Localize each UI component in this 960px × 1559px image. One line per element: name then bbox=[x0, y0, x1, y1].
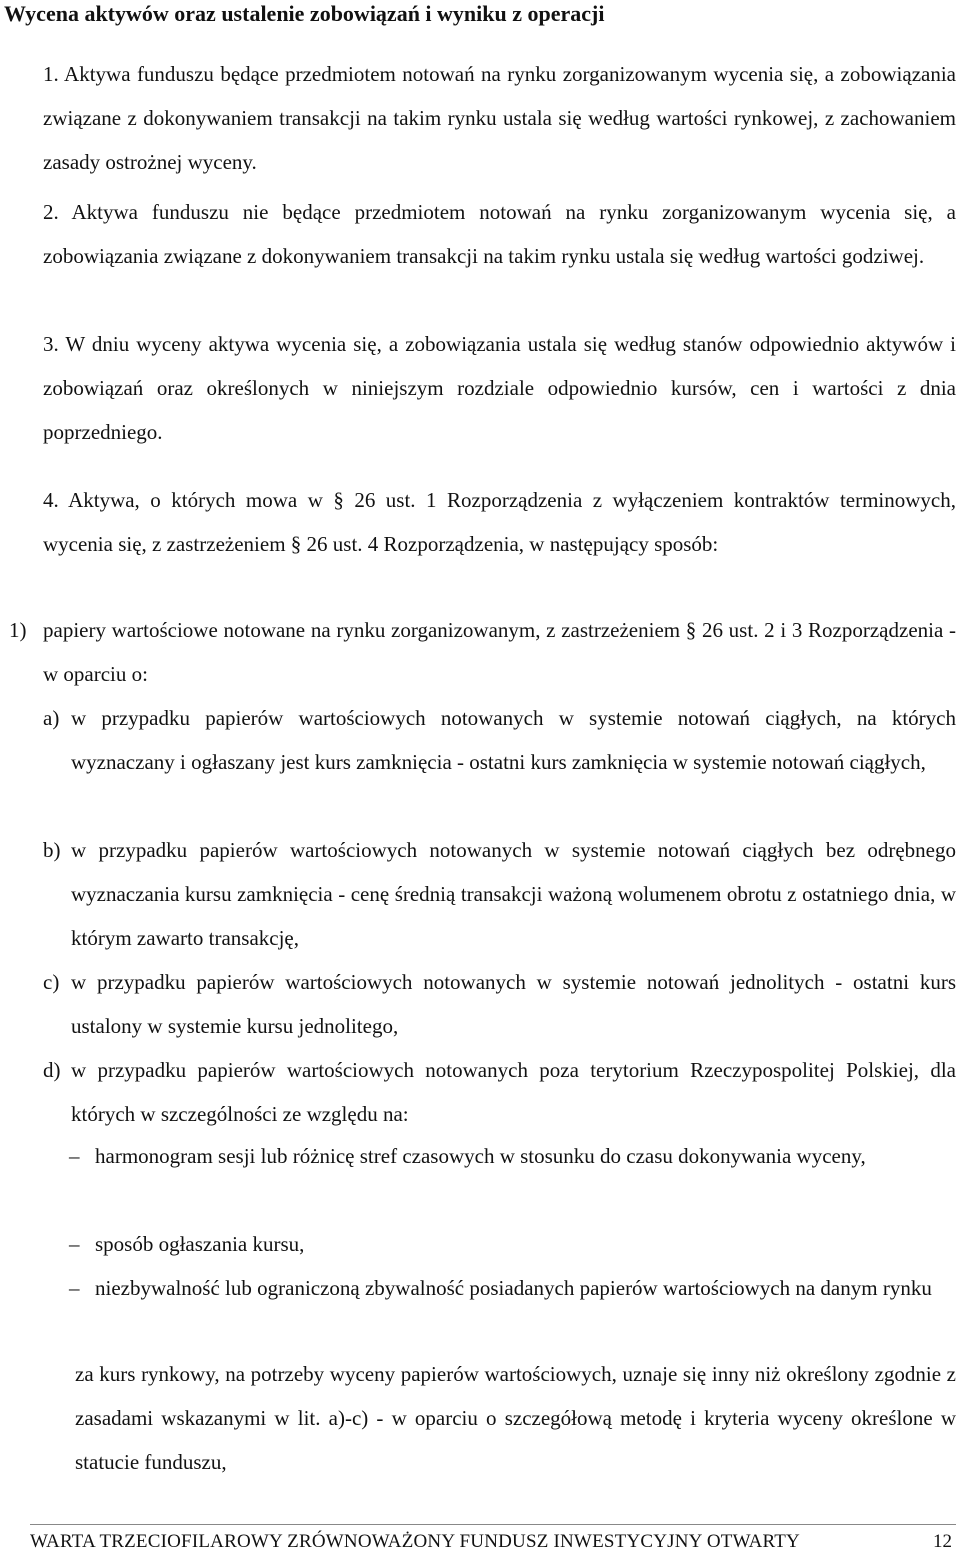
subitem-label: d) bbox=[43, 1058, 61, 1082]
paragraph-3: 3. W dniu wyceny aktywa wycenia się, a zobowiązania ustala się według stanów odpowiednio aktywów i zobowiązań oraz określonych w niniejszym rozdziale odpowiednio kursów, cen i wartości z dnia poprzedniego. bbox=[43, 332, 956, 444]
subitem-text: w przypadku papierów wartościowych notowanych w systemie notowań ciągłych bez odrębnego wyznaczania kursu zamknięcia - cenę średnią transakcji ważoną wolumenem obrotu z ostatniego dnia, w którym zawarto transakcję, bbox=[71, 838, 956, 950]
subitem-label: c) bbox=[43, 970, 60, 994]
dash-mark: – bbox=[69, 1276, 80, 1300]
footer-divider bbox=[30, 1524, 956, 1525]
subitem-text: w przypadku papierów wartościowych notowanych w systemie notowań jednolitych - ostatni kurs ustalony w systemie kursu jednolitego, bbox=[71, 970, 956, 1038]
list-item-text: papiery wartościowe notowane na rynku zorganizowanym, z zastrzeżeniem § 26 ust. 2 i 3 Rozporządzenia - w oparciu o: bbox=[43, 618, 956, 686]
list-item-number: 1) bbox=[9, 618, 27, 642]
dash-item-text: harmonogram sesji lub różnicę stref czasowych w stosunku do czasu dokonywania wyceny, bbox=[95, 1144, 866, 1168]
dash-item-text: niezbywalność lub ograniczoną zbywalność posiadanych papierów wartościowych na danym rynku bbox=[95, 1276, 932, 1300]
subitem-label: a) bbox=[43, 706, 60, 730]
dash-mark: – bbox=[69, 1144, 80, 1168]
subitem-text: w przypadku papierów wartościowych notowanych poza terytorium Rzeczypospolitej Polskiej, dla których w szczególności ze względu na: bbox=[71, 1058, 956, 1126]
section-title: Wycena aktywów oraz ustalenie zobowiązań i wyniku z operacji bbox=[4, 1, 605, 26]
closing-paragraph: za kurs rynkowy, na potrzeby wyceny papierów wartościowych, uznaje się inny niż określony zgodnie z zasadami wskazanymi w lit. a)-c) - w oparciu o szczegółową metodę i kryteria wyceny określone w statucie funduszu, bbox=[75, 1362, 956, 1474]
paragraph-4: 4. Aktywa, o których mowa w § 26 ust. 1 Rozporządzenia z wyłączeniem kontraktów terminowych, wycenia się, z zastrzeżeniem § 26 ust. 4 Rozporządzenia, w następujący sposób: bbox=[43, 488, 956, 556]
paragraph-2: 2. Aktywa funduszu nie będące przedmiotem notowań na rynku zorganizowanym wycenia się, a zobowiązania związane z dokonywaniem transakcji na takim rynku ustala się według wartości godziwej. bbox=[43, 200, 956, 268]
dash-mark: – bbox=[69, 1232, 80, 1256]
page-number: 12 bbox=[933, 1531, 952, 1552]
footer-fund-name: WARTA TRZECIOFILAROWY ZRÓWNOWAŻONY FUNDUSZ INWESTYCYJNY OTWARTY bbox=[30, 1531, 800, 1552]
dash-item-text: sposób ogłaszania kursu, bbox=[95, 1232, 305, 1256]
paragraph-1: 1. Aktywa funduszu będące przedmiotem notowań na rynku zorganizowanym wycenia się, a zobowiązania związane z dokonywaniem transakcji na takim rynku ustala się według wartości rynkowej, z zachowaniem zasady ostrożnej wyceny. bbox=[43, 62, 956, 174]
subitem-label: b) bbox=[43, 838, 61, 862]
subitem-text: w przypadku papierów wartościowych notowanych w systemie notowań ciągłych, na których wyznaczany i ogłaszany jest kurs zamknięcia - ostatni kurs zamknięcia w systemie notowań ciągłych, bbox=[71, 706, 956, 774]
